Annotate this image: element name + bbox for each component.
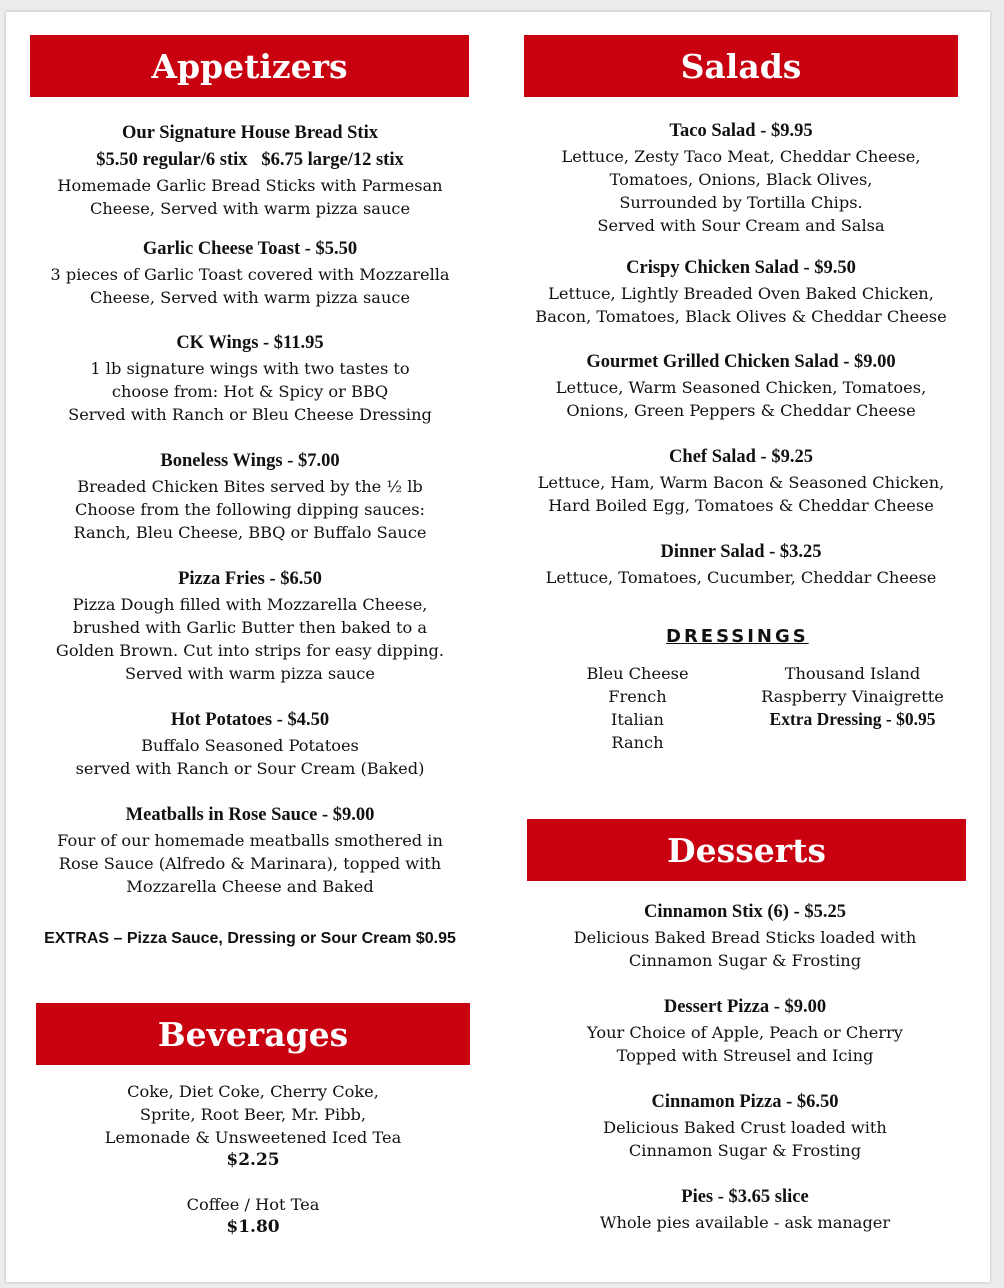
beverage-line: Lemonade & Unsweetened Iced Tea <box>104 1128 402 1147</box>
menu-item <box>30 448 470 544</box>
appetizers-title: Appetizers <box>151 46 348 86</box>
item-desc: Lettuce, Warm Seasoned Chicken, Tomatoes, <box>555 378 927 397</box>
menu-item <box>520 349 962 422</box>
appetizers-banner <box>30 35 469 97</box>
menu-item <box>524 1184 966 1234</box>
beverages-title: Beverages <box>157 1014 349 1054</box>
dressings-right-column <box>750 662 955 731</box>
extras-note: EXTRAS – Pizza Sauce, Dressing or Sour Cream $0.95 <box>44 930 456 947</box>
item-desc: Served with warm pizza sauce <box>125 664 375 683</box>
beverages-banner <box>36 1003 470 1065</box>
item-desc: Your Choice of Apple, Peach or Cherry <box>587 1023 903 1042</box>
item-name: Gourmet Grilled Chicken Salad - $9.00 <box>586 352 896 372</box>
appetizers-list <box>30 120 470 898</box>
desserts-list <box>524 899 966 1234</box>
salads-banner <box>524 35 958 97</box>
item-desc: Rose Sauce (Alfredo & Marinara), topped with <box>58 854 442 873</box>
item-name: Meatballs in Rose Sauce - $9.00 <box>125 805 375 825</box>
beverage-line: Coke, Diet Coke, Cherry Coke, <box>127 1082 379 1101</box>
item-desc: Buffalo Seasoned Potatoes <box>141 736 359 755</box>
item-price-line: $5.50 regular/6 stix $6.75 large/12 stix <box>96 150 404 170</box>
item-desc: Served with Sour Cream and Salsa <box>597 216 885 235</box>
item-desc: choose from: Hot & Spicy or BBQ <box>111 382 389 401</box>
item-desc: Bacon, Tomatoes, Black Olives & Cheddar Cheese <box>535 307 947 326</box>
item-desc: 3 pieces of Garlic Toast covered with Mozzarella <box>50 265 450 284</box>
salads-title: Salads <box>680 46 802 86</box>
item-name: Taco Salad - $9.95 <box>669 121 813 141</box>
item-name: CK Wings - $11.95 <box>176 333 324 353</box>
item-name: Chef Salad - $9.25 <box>669 447 813 467</box>
dressing-option: Thousand Island <box>784 664 921 683</box>
item-name: Pizza Fries - $6.50 <box>178 569 322 589</box>
menu-item <box>30 120 470 220</box>
item-desc: Onions, Green Peppers & Cheddar Cheese <box>566 401 916 420</box>
item-name: Hot Potatoes - $4.50 <box>170 710 330 730</box>
dressing-option: Bleu Cheese <box>586 664 689 683</box>
item-desc: Lettuce, Tomatoes, Cucumber, Cheddar Cheese <box>545 568 937 587</box>
item-desc: Lettuce, Zesty Taco Meat, Cheddar Cheese, <box>561 147 921 166</box>
item-name: Cinnamon Pizza - $6.50 <box>651 1092 839 1112</box>
item-name: Cinnamon Stix (6) - $5.25 <box>644 902 846 922</box>
item-name: Our Signature House Bread Stix <box>122 123 378 143</box>
menu-item <box>520 118 962 237</box>
item-desc: Served with Ranch or Bleu Cheese Dressing <box>68 405 432 424</box>
item-desc: Lettuce, Lightly Breaded Oven Baked Chicken, <box>548 284 934 303</box>
menu-item <box>520 539 962 589</box>
item-desc: 1 lb signature wings with two tastes to <box>90 359 410 378</box>
menu-item <box>30 566 470 685</box>
item-desc: Hard Boiled Egg, Tomatoes & Cheddar Cheese <box>548 496 934 515</box>
dressing-option: French <box>608 687 667 706</box>
item-desc: Lettuce, Ham, Warm Bacon & Seasoned Chicken, <box>537 473 945 492</box>
menu-item <box>524 899 966 972</box>
item-desc: Four of our homemade meatballs smothered in <box>57 831 443 850</box>
salads-list <box>520 118 962 589</box>
beverage-line: Coffee / Hot Tea <box>186 1195 320 1214</box>
extra-dressing-price: Extra Dressing - $0.95 <box>769 709 936 729</box>
item-desc: Tomatoes, Onions, Black Olives, <box>609 170 873 189</box>
menu-item <box>524 1089 966 1162</box>
item-desc: Golden Brown. Cut into strips for easy dipping. <box>55 641 445 660</box>
item-desc: Cheese, Served with warm pizza sauce <box>89 199 411 218</box>
dressing-option: Italian <box>611 710 664 729</box>
item-desc: Delicious Baked Crust loaded with <box>603 1118 887 1137</box>
beverage-price: $2.25 <box>226 1150 280 1170</box>
desserts-banner <box>527 819 966 881</box>
item-desc: Surrounded by Tortilla Chips. <box>619 193 863 212</box>
menu-item <box>30 236 470 309</box>
dressings-title: DRESSINGS <box>666 626 809 647</box>
menu-item <box>30 802 470 898</box>
beverages-list <box>36 1080 470 1239</box>
item-desc: Homemade Garlic Bread Sticks with Parmesan <box>57 176 443 195</box>
beverage-price: $1.80 <box>226 1217 280 1237</box>
menu-item <box>520 255 962 328</box>
item-desc: Delicious Baked Bread Sticks loaded with <box>573 928 917 947</box>
item-desc: Topped with Streusel and Icing <box>616 1046 874 1065</box>
menu-item <box>30 330 470 426</box>
item-name: Crispy Chicken Salad - $9.50 <box>626 258 856 278</box>
item-name: Pies - $3.65 slice <box>681 1187 809 1207</box>
item-desc: brushed with Garlic Butter then baked to a <box>72 618 428 637</box>
item-desc: Ranch, Bleu Cheese, BBQ or Buffalo Sauce <box>73 523 427 542</box>
item-name: Boneless Wings - $7.00 <box>160 451 340 471</box>
item-desc: Cheese, Served with warm pizza sauce <box>89 288 411 307</box>
item-desc: Whole pies available - ask manager <box>599 1213 891 1232</box>
item-desc: served with Ranch or Sour Cream (Baked) <box>75 759 425 778</box>
dressings-left-column <box>560 662 715 754</box>
item-desc: Cinnamon Sugar & Frosting <box>628 951 862 970</box>
item-desc: Pizza Dough filled with Mozzarella Cheese, <box>72 595 428 614</box>
menu-item <box>30 707 470 780</box>
beverage-line: Sprite, Root Beer, Mr. Pibb, <box>139 1105 367 1124</box>
item-desc: Cinnamon Sugar & Frosting <box>628 1141 862 1160</box>
desserts-title: Desserts <box>667 830 826 870</box>
menu-item <box>524 994 966 1067</box>
item-desc: Breaded Chicken Bites served by the ½ lb <box>77 477 423 496</box>
item-desc: Mozzarella Cheese and Baked <box>126 877 374 896</box>
item-name: Garlic Cheese Toast - $5.50 <box>142 239 358 259</box>
item-name: Dessert Pizza - $9.00 <box>663 997 827 1017</box>
dressing-option: Raspberry Vinaigrette <box>761 687 944 706</box>
dressing-option: Ranch <box>611 733 664 752</box>
item-name: Dinner Salad - $3.25 <box>660 542 822 562</box>
item-desc: Choose from the following dipping sauces: <box>75 500 425 519</box>
menu-item <box>520 444 962 517</box>
